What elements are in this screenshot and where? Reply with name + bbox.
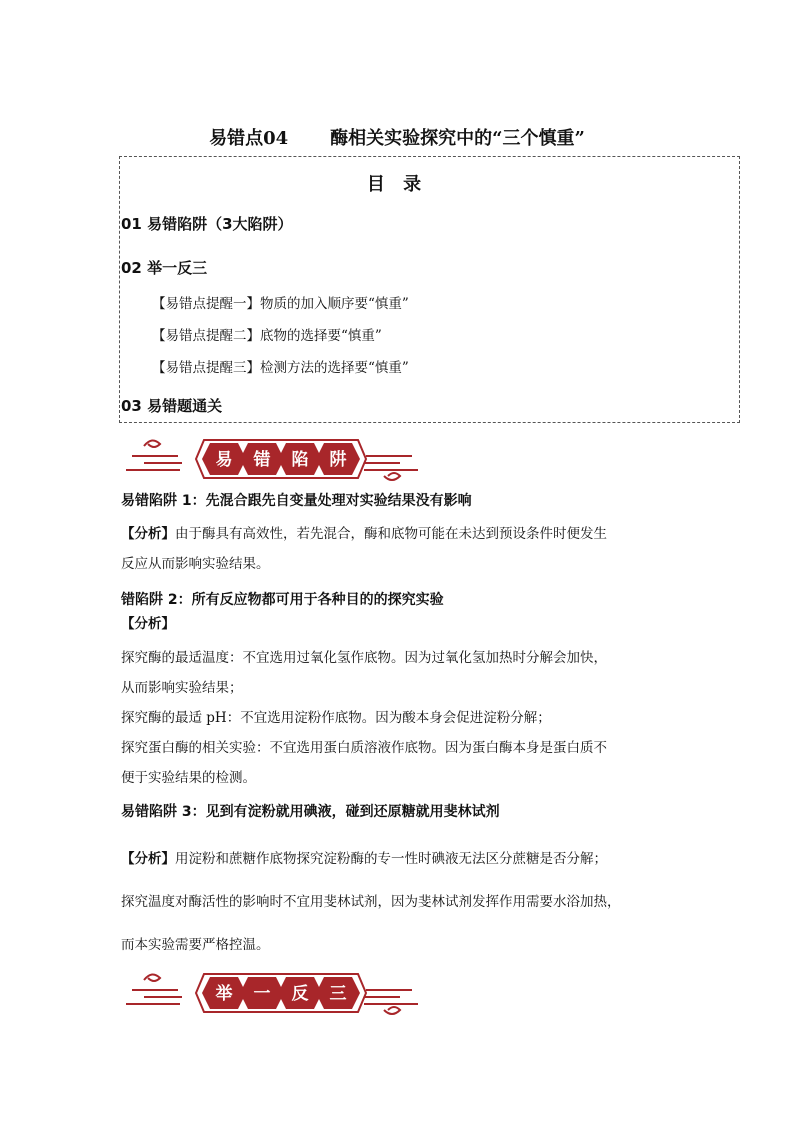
pitfall-2-line-5: 便于实验结果的检测。 [121, 770, 256, 786]
pitfall-3-heading: 易错陷阱 3：见到有淀粉就用碘液，碰到还原糖就用斐林试剂 [121, 804, 500, 820]
pitfall-1-analysis [121, 519, 701, 579]
pitfall-1-line-2: 反应从而影响实验结果。 [121, 556, 270, 572]
banner-pitfalls [122, 432, 422, 486]
pitfall-2-line-3: 探究酶的最适 pH：不宜选用淀粉作底物。因为酸本身会促进淀粉分解； [121, 710, 551, 726]
pitfall-3-tag: 【分析】 [121, 851, 175, 867]
banner-left-ornament [126, 440, 182, 470]
toc-sub-item-2[interactable]: 【易错点提醒二】底物的选择要“慎重” [152, 328, 382, 344]
banner2-char-1: 举 [215, 984, 233, 1004]
banner1-char-2: 错 [253, 450, 271, 470]
document-title [0, 124, 794, 150]
toc-box [119, 156, 740, 423]
pitfall-3-line-3: 而本实验需要严格控温。 [121, 937, 270, 953]
banner2-char-4: 三 [329, 984, 347, 1004]
banner2-char-3: 反 [291, 984, 309, 1004]
pitfall-1-heading: 易错陷阱 1：先混合跟先自变量处理对实验结果没有影响 [121, 493, 472, 509]
toc-sub-item-1[interactable]: 【易错点提醒一】物质的加入顺序要“慎重” [152, 296, 409, 312]
pitfall-2-line-4: 探究蛋白酶的相关实验：不宜选用蛋白质溶液作底物。因为蛋白酶本身是蛋白质不 [121, 740, 607, 756]
toc-item-2[interactable]: 02 举一反三 [121, 259, 208, 277]
banner-examples [122, 966, 422, 1020]
toc-sub-item-3[interactable]: 【易错点提醒三】检测方法的选择要“慎重” [152, 360, 409, 376]
banner1-char-1: 易 [215, 450, 233, 470]
pitfall-1-tag: 【分析】 [121, 526, 175, 542]
toc-item-3[interactable]: 03 易错题通关 [121, 397, 223, 415]
pitfall-2-line-2: 从而影响实验结果； [121, 680, 243, 696]
banner2-left-ornament [126, 974, 182, 1004]
pitfall-2-tag: 【分析】 [121, 616, 175, 632]
toc-heading: 目 录 [366, 174, 428, 195]
banner2-right-ornament [362, 990, 418, 1014]
pitfall-3-line-2: 探究温度对酶活性的影响时不宜用斐林试剂，因为斐林试剂发挥作用需要水浴加热， [121, 894, 621, 910]
pitfall-2-analysis [121, 643, 701, 793]
pitfall-1-line-1: 由于酶具有高效性，若先混合，酶和底物可能在未达到预设条件时便发生 [175, 526, 607, 542]
banner1-char-4: 阱 [329, 450, 347, 470]
pitfall-2-heading: 错陷阱 2：所有反应物都可用于各种目的的探究实验 [121, 592, 444, 608]
title-code: 易错点04 [209, 128, 289, 149]
pitfall-3-analysis [121, 838, 701, 967]
pitfall-3-line-1: 用淀粉和蔗糖作底物探究淀粉酶的专一性时碘液无法区分蔗糖是否分解； [175, 851, 607, 867]
banner2-char-2: 一 [253, 984, 271, 1004]
title-text: 酶相关实验探究中的“三个慎重” [330, 128, 585, 149]
pitfall-2-line-1: 探究酶的最适温度：不宜选用过氧化氢作底物。因为过氧化氢加热时分解会加快， [121, 650, 607, 666]
banner-right-ornament [362, 456, 418, 480]
toc-item-1[interactable]: 01 易错陷阱（3大陷阱） [121, 215, 293, 233]
banner1-char-3: 陷 [291, 450, 309, 470]
